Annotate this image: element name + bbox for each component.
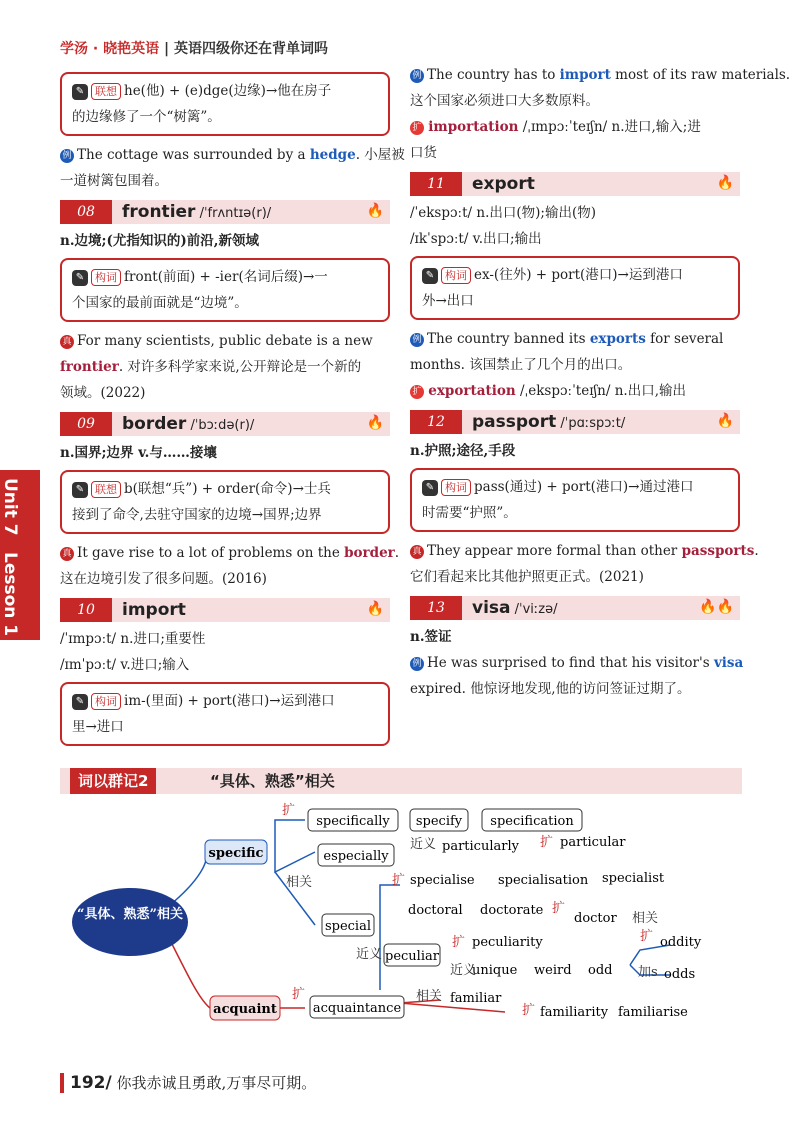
node-acquaint: acquaint bbox=[213, 1002, 277, 1017]
memo-tag: 构词 bbox=[91, 269, 121, 286]
brand: 学汤 · 晓艳英语 bbox=[60, 41, 160, 57]
memo-text: 里→进口 bbox=[72, 719, 124, 735]
keyword: border bbox=[344, 545, 395, 561]
word-bar-import bbox=[60, 598, 390, 622]
tag-rel: 相关 bbox=[286, 875, 313, 890]
node-specialist: specialist bbox=[602, 871, 665, 886]
unit-label: Unit 7 bbox=[0, 478, 20, 536]
center-label: “具体、熟悉”相关 bbox=[77, 907, 183, 922]
word-bar-frontier bbox=[60, 200, 390, 224]
flame-icon: 🔥 bbox=[366, 601, 384, 617]
example-text: most of its raw materials. bbox=[610, 67, 791, 83]
tag-syn: 近义 bbox=[410, 837, 437, 852]
definition: /ɪkˈspɔːt/ v.出口;输出 bbox=[410, 231, 542, 247]
node-specification: specification bbox=[490, 814, 574, 829]
lesson-label: Lesson 1 bbox=[0, 552, 20, 637]
tag-syn: 近义 bbox=[450, 963, 477, 978]
word-number: 11 bbox=[410, 172, 462, 196]
memo-tag: 构词 bbox=[441, 479, 471, 496]
right-column bbox=[410, 62, 791, 702]
passport-memo-box bbox=[410, 468, 740, 532]
word-bar-passport bbox=[410, 410, 740, 434]
book-title: 英语四级你还在背单词吗 bbox=[173, 41, 328, 57]
word-number: 09 bbox=[60, 412, 112, 436]
tag-ext: 扩 bbox=[540, 835, 554, 850]
tag-ext: 扩 bbox=[522, 1003, 536, 1018]
definition: n.护照;途径,手段 bbox=[410, 443, 516, 459]
memo-text: 接到了命令,去驻守国家的边境→国界;边界 bbox=[72, 507, 322, 523]
flame-icon: 🔥 bbox=[366, 415, 384, 431]
example-translation: . 对许多科学家来说,公开辩论是一个新的 bbox=[118, 359, 362, 375]
definition: n.边境;(尤指知识的)前沿,新领域 bbox=[60, 233, 259, 249]
flame-icon: 🔥 bbox=[366, 203, 384, 219]
phonetic: /ˈfrʌntɪə(r)/ bbox=[195, 206, 272, 221]
keyword: exportation bbox=[428, 383, 516, 399]
node-unique: unique bbox=[472, 963, 518, 978]
definition: n.国界;边界 v.与……接壤 bbox=[60, 445, 217, 461]
bulb-icon: ✎ bbox=[72, 84, 88, 100]
node-acquaintance: acquaintance bbox=[312, 1001, 402, 1016]
example-text: . bbox=[754, 543, 759, 559]
page-header bbox=[60, 38, 328, 58]
tag-ext: 扩 bbox=[452, 935, 466, 950]
center-cloud bbox=[72, 888, 188, 956]
example-text: . bbox=[394, 545, 400, 561]
word-number: 13 bbox=[410, 596, 462, 620]
example-text: The cottage was surrounded by a bbox=[77, 147, 310, 163]
flame-icon: 🔥 bbox=[716, 413, 734, 429]
extension-icon: 扩 bbox=[410, 121, 424, 135]
frontier-memo-box bbox=[60, 258, 390, 322]
node-familiar: familiar bbox=[450, 991, 502, 1006]
flame-icon: 🔥🔥 bbox=[699, 599, 734, 615]
node-doctoral: doctoral bbox=[408, 903, 463, 918]
node-weird: weird bbox=[534, 963, 572, 978]
word-bar-export bbox=[410, 172, 740, 196]
tag-ext: 扩 bbox=[640, 929, 654, 944]
example-text: It gave rise to a lot of problems on the bbox=[77, 545, 345, 561]
word-number: 12 bbox=[410, 410, 462, 434]
node-specific: specific bbox=[208, 846, 264, 861]
import-memo-box bbox=[60, 682, 390, 746]
word-number: 08 bbox=[60, 200, 112, 224]
node-particularly: particularly bbox=[442, 839, 519, 854]
example-translation: 一道树篱包围着。 bbox=[60, 173, 168, 189]
phonetic: /ˈviːzə/ bbox=[510, 602, 558, 617]
border-memo-box bbox=[60, 470, 390, 534]
bulb-icon: ✎ bbox=[422, 480, 438, 496]
memo-text: im-(里面) + port(港口)→运到港口 bbox=[124, 693, 335, 709]
memo-text: ex-(往外) + port(港口)→运到港口 bbox=[474, 267, 683, 283]
example-text: The country has to bbox=[427, 67, 560, 83]
node-specialisation: specialisation bbox=[498, 873, 589, 888]
word-bar-visa bbox=[410, 596, 740, 620]
example-translation: 这在边境引发了很多问题。(2016) bbox=[60, 571, 267, 587]
example-text: for several bbox=[645, 331, 724, 347]
node-specifically: specifically bbox=[316, 814, 390, 829]
section-banner bbox=[60, 768, 742, 794]
node-odds: odds bbox=[664, 967, 696, 982]
headword: frontier bbox=[122, 202, 196, 222]
keyword: frontier bbox=[60, 359, 119, 375]
tag-ext: 扩 bbox=[392, 873, 406, 888]
tag-ext: 扩 bbox=[282, 803, 296, 818]
example-text: They appear more formal than other bbox=[427, 543, 682, 559]
example-icon: 例 bbox=[410, 657, 424, 671]
section-title: “具体、熟悉”相关 bbox=[210, 772, 335, 790]
footer-motto: 你我赤诚且勇敢,万事尽可期。 bbox=[116, 1074, 317, 1092]
memo-text: he(他) + (e)dge(边缘)→他在房子 bbox=[124, 83, 332, 99]
phonetic: /ˈbɔːdə(r)/ bbox=[186, 418, 255, 433]
keyword: visa bbox=[713, 655, 744, 671]
bulb-icon: ✎ bbox=[72, 694, 88, 710]
phonetic: /ˈpɑːspɔːt/ bbox=[556, 416, 626, 431]
memo-text: front(前面) + -ier(名词后缀)→一 bbox=[124, 269, 328, 285]
definition: /ɪmˈpɔːt/ v.进口;输入 bbox=[60, 657, 190, 673]
derivative-text: /ˌɪmpɔːˈteɪʃn/ n.进口,输入;进 bbox=[518, 119, 701, 135]
memo-tag: 联想 bbox=[91, 481, 121, 498]
keyword: hedge bbox=[309, 147, 356, 163]
example-translation: months. 该国禁止了几个月的出口。 bbox=[410, 357, 632, 373]
mind-map bbox=[60, 800, 750, 1040]
page-footer bbox=[60, 1072, 316, 1093]
definition: n.签证 bbox=[410, 629, 452, 645]
headword: export bbox=[472, 174, 535, 194]
memo-text: 外→出口 bbox=[422, 293, 474, 309]
example-translation: 它们看起来比其他护照更正式。(2021) bbox=[410, 569, 644, 585]
example-text: The country banned its bbox=[427, 331, 590, 347]
example-text: He was surprised to find that his visitor's bbox=[427, 655, 714, 671]
memo-tag: 构词 bbox=[441, 267, 471, 284]
keyword: passports bbox=[681, 543, 755, 559]
flame-icon: 🔥 bbox=[716, 175, 734, 191]
header-divider: | bbox=[163, 41, 170, 57]
node-specify: specify bbox=[415, 814, 463, 829]
derivative-text: /ˌekspɔːˈteɪʃn/ n.出口,输出 bbox=[515, 383, 686, 399]
memo-text: 时需要“护照”。 bbox=[422, 505, 517, 521]
word-bar-border bbox=[60, 412, 390, 436]
memo-text: 个国家的最前面就是“边境”。 bbox=[72, 295, 248, 311]
memo-text: b(联想“兵”) + order(命令)→士兵 bbox=[124, 481, 331, 497]
exam-icon: 真 bbox=[60, 547, 74, 561]
definition: /ˈekspɔːt/ n.出口(物);输出(物) bbox=[410, 205, 596, 221]
node-particular: particular bbox=[560, 835, 626, 850]
example-translation: expired. 他惊讶地发现,他的访问签证过期了。 bbox=[410, 681, 691, 697]
example-icon: 例 bbox=[60, 149, 74, 163]
headword: border bbox=[122, 414, 187, 434]
headword: visa bbox=[472, 598, 511, 618]
example-translation: 这个国家必须进口大多数原料。 bbox=[410, 93, 599, 109]
example-icon: 例 bbox=[410, 69, 424, 83]
memo-text: 的边缘修了一个“树篱”。 bbox=[72, 109, 221, 125]
bulb-icon: ✎ bbox=[422, 268, 438, 284]
tag-ext: 扩 bbox=[292, 987, 306, 1002]
exam-icon: 真 bbox=[60, 335, 74, 349]
memo-tag: 联想 bbox=[91, 83, 121, 100]
headword: passport bbox=[472, 412, 557, 432]
tag-rel: 相关 bbox=[632, 911, 659, 926]
derivative-text: 口货 bbox=[410, 145, 437, 161]
node-doctorate: doctorate bbox=[480, 903, 544, 918]
node-especially: especially bbox=[323, 849, 389, 864]
keyword: exports bbox=[589, 331, 646, 347]
memo-text: pass(通过) + port(港口)→通过港口 bbox=[474, 479, 694, 495]
node-peculiar: peculiar bbox=[385, 949, 439, 964]
node-familiarise: familiarise bbox=[618, 1005, 688, 1020]
node-familiarity: familiarity bbox=[540, 1005, 609, 1020]
headword: import bbox=[122, 600, 186, 620]
bulb-icon: ✎ bbox=[72, 482, 88, 498]
bulb-icon: ✎ bbox=[72, 270, 88, 286]
definition: /ˈɪmpɔːt/ n.进口;重要性 bbox=[60, 631, 206, 647]
left-column bbox=[60, 68, 405, 752]
example-icon: 例 bbox=[410, 333, 424, 347]
node-oddity: oddity bbox=[660, 935, 702, 950]
example-text: For many scientists, public debate is a new bbox=[77, 333, 373, 349]
word-number: 10 bbox=[60, 598, 112, 622]
unit-side-tab bbox=[0, 470, 40, 640]
example-text: . 小屋被 bbox=[355, 147, 405, 163]
example-translation: 领域。(2022) bbox=[60, 385, 146, 401]
node-specialise: specialise bbox=[410, 873, 475, 888]
tag-rel: 相关 bbox=[416, 989, 443, 1004]
node-doctor: doctor bbox=[574, 911, 617, 926]
node-odd: odd bbox=[588, 963, 613, 978]
section-label: 词以群记2 bbox=[70, 768, 156, 794]
tag-syn: 近义 bbox=[356, 947, 383, 962]
keyword: importation bbox=[428, 119, 519, 135]
page-number: 192/ bbox=[60, 1073, 112, 1093]
exam-icon: 真 bbox=[410, 545, 424, 559]
extension-icon: 扩 bbox=[410, 385, 424, 399]
node-peculiarity: peculiarity bbox=[472, 935, 543, 950]
hedge-memo-box bbox=[60, 72, 390, 136]
tag-ext: 扩 bbox=[552, 901, 566, 916]
export-memo-box bbox=[410, 256, 740, 320]
node-special: special bbox=[324, 919, 372, 934]
tag-add: 加s bbox=[638, 965, 658, 980]
keyword: import bbox=[559, 67, 611, 83]
memo-tag: 构词 bbox=[91, 693, 121, 710]
